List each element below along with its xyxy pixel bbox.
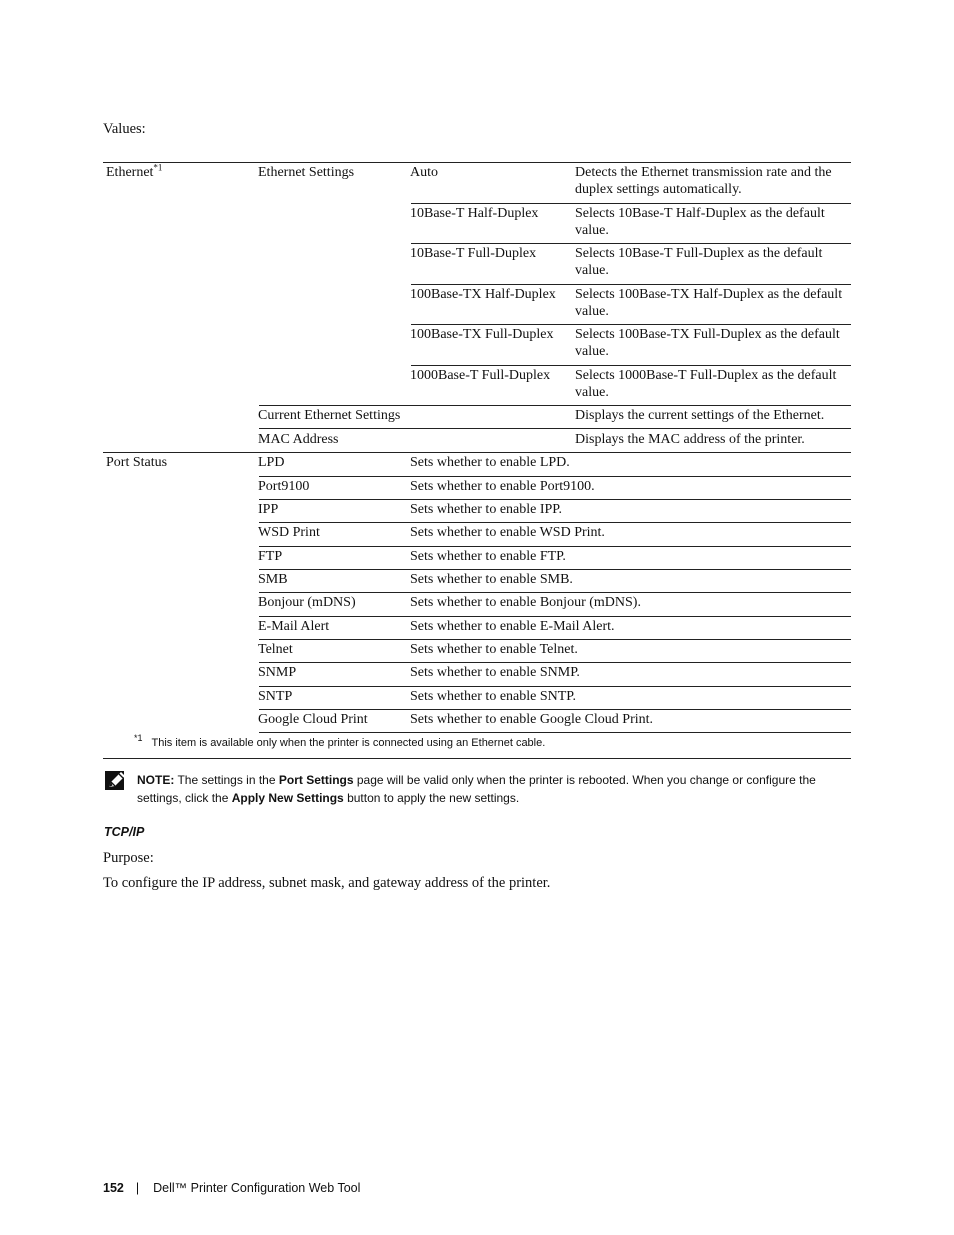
ethernet-settings-label: Ethernet Settings [258,165,355,180]
section-title: TCP/IP [104,825,145,839]
port-desc: Sets whether to enable SNTP. [410,689,577,704]
values-label: Values: [103,121,146,137]
table-rule [259,616,851,617]
table-rule [411,203,851,204]
port-name: IPP [258,502,279,517]
ethernet-option-desc: Selects 100Base-TX Full-Duplex as the default value. [575,327,840,359]
footnote-text: This item is available only when the printer is connected using an Ethernet cable. [151,737,546,749]
ethernet-option-name: 100Base-TX Half-Duplex [410,287,556,302]
ethernet-option-desc: Selects 1000Base-T Full-Duplex as the default value. [575,368,837,400]
table-rule [259,522,851,523]
port-desc: Sets whether to enable LPD. [410,455,570,470]
table-rule [103,162,851,163]
current-ethernet-settings-label: Current Ethernet Settings [258,408,401,423]
table-rule [259,662,851,663]
purpose-text: To configure the IP address, subnet mask, and gateway address of the printer. [103,875,551,891]
port-name: SMB [258,572,288,587]
port-name: Bonjour (mDNS) [258,595,356,610]
page-number: 152 [103,1181,124,1195]
ethernet-option-name: 1000Base-T Full-Duplex [410,368,551,383]
table-rule [259,709,851,710]
table-rule [259,476,851,477]
table-rule [103,758,851,759]
table-rule [259,499,851,500]
port-desc: Sets whether to enable SMB. [410,572,573,587]
port-desc: Sets whether to enable E-Mail Alert. [410,619,615,634]
page-footer [103,1181,360,1195]
ethernet-option-name: 10Base-T Full-Duplex [410,246,537,261]
table-rule [411,324,851,325]
port-name: Telnet [258,642,293,657]
port-name: FTP [258,549,283,564]
port-desc: Sets whether to enable WSD Print. [410,525,605,540]
ethernet-option-name: 100Base-TX Full-Duplex [410,327,554,342]
port-name: SNTP [258,689,293,704]
port-name: SNMP [258,665,297,680]
table-footnote [134,733,546,749]
ethernet-option-desc: Selects 100Base-TX Half-Duplex as the default value. [575,287,843,319]
note-text-2: page will be valid only when the printer is rebooted. When you change or configure the settings, click the [137,773,816,805]
ethernet-option-desc: Selects 10Base-T Full-Duplex as the default value. [575,246,823,278]
port-desc: Sets whether to enable Telnet. [410,642,578,657]
ethernet-option-name: Auto [410,165,438,180]
port-name: LPD [258,455,285,470]
port-desc: Sets whether to enable IPP. [410,502,563,517]
port-name: Google Cloud Print [258,712,368,727]
ethernet-option-desc: Selects 10Base-T Half-Duplex as the default value. [575,206,825,238]
ethernet-option-desc: Detects the Ethernet transmission rate and the duplex settings automatically. [575,165,832,197]
footer-separator: | [135,1181,140,1195]
table-rule [411,284,851,285]
table-rule [259,428,851,429]
purpose-label: Purpose: [103,850,154,866]
note-label: NOTE: [137,773,175,787]
port-status-label: Port Status [106,455,168,470]
table-rule [103,452,851,453]
port-name: E-Mail Alert [258,619,330,634]
table-rule [259,686,851,687]
table-rule [259,592,851,593]
ethernet-footnote-mark: *1 [153,162,163,173]
mac-address-desc: Displays the MAC address of the printer. [575,432,805,447]
footnote-mark: *1 [134,733,143,743]
table-rule [259,569,851,570]
current-ethernet-settings-desc: Displays the current settings of the Ethernet. [575,408,825,423]
note-paragraph [137,771,852,807]
table-rule [259,639,851,640]
note-text-3: button to apply the new settings. [343,791,520,805]
pencil-note-icon [105,770,127,792]
apply-new-settings-ref: Apply New Settings [231,791,344,805]
table-rule [259,546,851,547]
mac-address-label: MAC Address [258,432,339,447]
port-desc: Sets whether to enable Bonjour (mDNS). [410,595,641,610]
table-rule [259,732,851,733]
port-desc: Sets whether to enable Google Cloud Print. [410,712,654,727]
table-rule [411,365,851,366]
port-name: Port9100 [258,479,310,494]
ethernet-option-name: 10Base-T Half-Duplex [410,206,539,221]
note-text-1: The settings in the [174,773,279,787]
port-desc: Sets whether to enable FTP. [410,549,566,564]
table-rule [411,243,851,244]
port-desc: Sets whether to enable SNMP. [410,665,580,680]
ethernet-label: Ethernet$^{*1}$ [106,162,163,180]
port-settings-ref: Port Settings [278,773,354,787]
table-rule [259,405,851,406]
port-name: WSD Print [258,525,320,540]
footer-title: Dell™ Printer Configuration Web Tool [153,1181,361,1195]
port-desc: Sets whether to enable Port9100. [410,479,595,494]
